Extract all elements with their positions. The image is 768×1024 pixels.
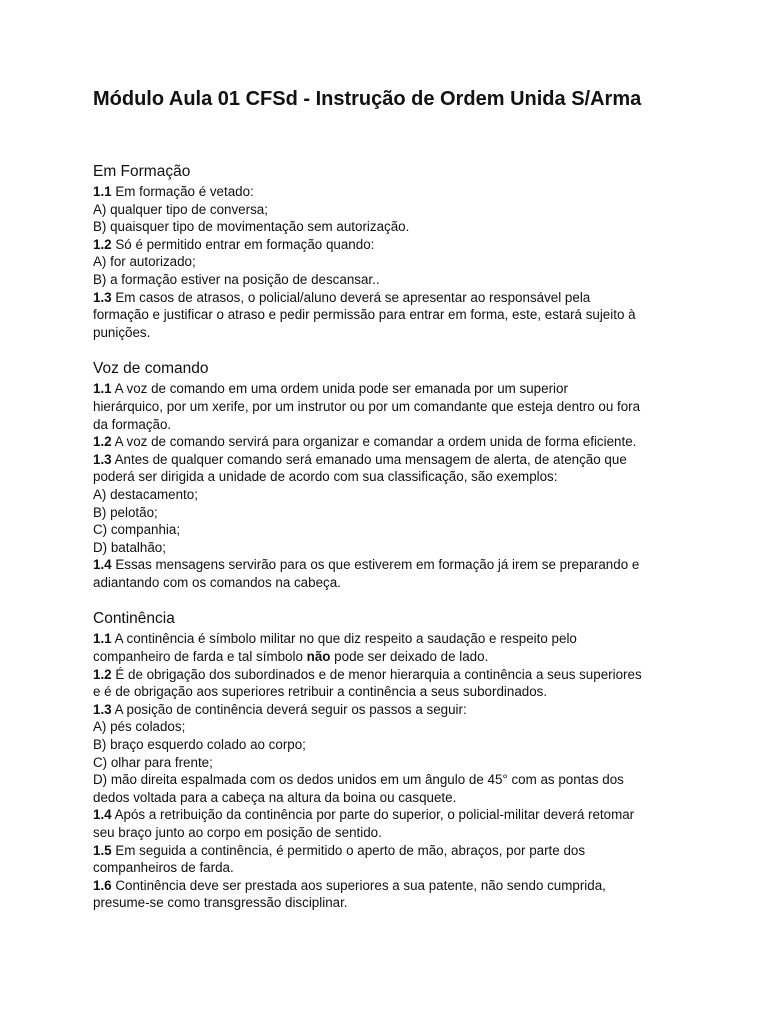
line-text: C) olhar para frente; — [93, 754, 213, 770]
line-text: e é de obrigação aos superiores retribuir a continência a seus subordinados. — [93, 684, 548, 700]
text-line — [93, 771, 678, 789]
line-text: B) pelotão; — [93, 504, 158, 520]
text-line — [93, 521, 678, 539]
text-line — [93, 859, 678, 877]
section-lines — [93, 183, 678, 341]
line-text: Em formação é vetado: — [111, 184, 254, 199]
line-text: Após a retribuição da continência por parte do superior, o policial-militar deverá retomar — [111, 807, 635, 823]
text-line — [93, 201, 678, 219]
section-heading: Voz de comando — [93, 360, 209, 378]
section — [93, 162, 678, 341]
text-line — [93, 306, 678, 324]
section — [93, 609, 678, 912]
line-text: Essas mensagens servirão para os que estiverem em formação já irem se preparando e — [111, 557, 640, 573]
item-number: 1.4 — [93, 557, 112, 573]
line-text: da formação. — [93, 416, 172, 432]
line-text: A voz de comando servirá para organizar e comandar a ordem unida de forma eficiente. — [111, 434, 637, 450]
line-text: adiantando com os comandos na cabeça. — [93, 574, 341, 590]
item-number: 1.3 — [93, 451, 112, 467]
line-text: Em seguida a continência, é permitido o aperto de mão, abraços, por parte dos — [111, 842, 586, 858]
text-line — [93, 877, 678, 895]
item-number: 1.1 — [93, 184, 112, 199]
item-number: 1.4 — [93, 807, 112, 823]
text-line — [93, 894, 678, 912]
text-line — [93, 574, 678, 592]
text-line — [93, 451, 678, 469]
section-heading: Em Formação — [93, 163, 191, 180]
line-text: É de obrigação dos subordinados e de menor hierarquia a continência a seus superiores — [111, 666, 642, 682]
line-text: dedos voltada para a cabeça na altura da boina ou casquete. — [93, 789, 457, 805]
line-text: companheiro de farda e tal símbolo — [93, 649, 307, 665]
text-line — [93, 271, 678, 289]
text-line — [93, 504, 678, 522]
text-line — [93, 253, 678, 271]
text-line — [93, 842, 678, 860]
line-text: A) destacamento; — [93, 486, 198, 502]
line-text: C) companhia; — [93, 522, 181, 538]
text-line — [93, 183, 678, 201]
line-text: Só é permitido entrar em formação quando: — [111, 236, 375, 252]
text-line — [93, 806, 678, 824]
line-text: Em casos de atrasos, o policial/aluno deverá se apresentar ao responsável pela — [111, 289, 591, 305]
text-line — [93, 289, 678, 307]
text-line — [93, 380, 678, 398]
line-text: D) batalhão; — [93, 539, 166, 555]
text-line — [93, 556, 678, 574]
line-text: presume-se como transgressão disciplinar. — [93, 895, 348, 911]
line-text: seu braço junto ao corpo em posição de sentido. — [93, 825, 382, 840]
line-text: D) mão direita espalmada com os dedos unidos em um ângulo de 45° com as pontas dos — [93, 772, 624, 788]
line-text: A posição de continência deverá seguir os passos a seguir: — [111, 701, 467, 717]
section-heading: Continência — [93, 610, 175, 628]
text-line — [93, 630, 678, 648]
line-text: poderá ser dirigida a unidade de acordo com sua classificação, são exemplos: — [93, 469, 558, 485]
item-number: 1.3 — [93, 289, 112, 305]
text-line — [93, 218, 678, 236]
section — [93, 359, 678, 591]
line-text: formação e justificar o atraso e pedir permissão para entrar em forma, este, estará sujeito à — [93, 307, 636, 323]
text-line — [93, 398, 678, 416]
section-lines — [93, 380, 678, 591]
text-line — [93, 648, 678, 666]
item-number: 1.2 — [93, 236, 112, 252]
line-text: B) a formação estiver na posição de descansar.. — [93, 271, 380, 287]
text-line — [93, 754, 678, 772]
item-number: 1.6 — [93, 877, 112, 893]
text-line — [93, 236, 678, 254]
line-text: hierárquico, por um xerife, por um instrutor ou por um comandante que esteja dentro ou fora — [93, 398, 641, 414]
line-text: A) qualquer tipo de conversa; — [93, 201, 268, 217]
text-line — [93, 789, 678, 807]
item-number: 1.2 — [93, 666, 112, 682]
line-text: B) braço esquerdo colado ao corpo; — [93, 737, 306, 753]
text-line — [93, 736, 678, 754]
text-line — [93, 324, 678, 342]
emphasis-text: não — [306, 649, 331, 665]
item-number: 1.1 — [93, 631, 112, 647]
line-text: companheiros de farda. — [93, 860, 234, 876]
text-line — [93, 539, 678, 557]
line-text: Antes de qualquer comando será emanado uma mensagem de alerta, de atenção que — [111, 451, 627, 467]
text-line — [93, 433, 678, 451]
item-number: 1.5 — [93, 842, 112, 858]
section-lines — [93, 630, 678, 912]
line-text: Continência deve ser prestada aos superiores a sua patente, não sendo cumprida, — [111, 877, 606, 893]
line-text-continued: pode ser deixado de lado. — [330, 649, 489, 665]
text-line — [93, 718, 678, 736]
text-line — [93, 468, 678, 486]
text-line — [93, 683, 678, 701]
line-text: A) pés colados; — [93, 719, 186, 735]
text-line — [93, 824, 678, 842]
line-text: A continência é símbolo militar no que diz respeito a saudação e respeito pelo — [111, 631, 577, 647]
line-text: B) quaisquer tipo de movimentação sem autorização. — [93, 219, 410, 235]
line-text: A) for autorizado; — [93, 254, 196, 270]
item-number: 1.1 — [93, 381, 112, 397]
text-line — [93, 666, 678, 684]
line-text: A voz de comando em uma ordem unida pode ser emanada por um superior — [111, 381, 568, 397]
item-number: 1.3 — [93, 701, 112, 717]
document-body — [93, 162, 678, 912]
text-line — [93, 416, 678, 434]
document-title: Módulo Aula 01 CFSd - Instrução de Ordem Unida S/Arma — [93, 88, 642, 110]
line-text: punições. — [93, 324, 151, 340]
item-number: 1.2 — [93, 434, 112, 450]
text-line — [93, 701, 678, 719]
text-line — [93, 486, 678, 504]
